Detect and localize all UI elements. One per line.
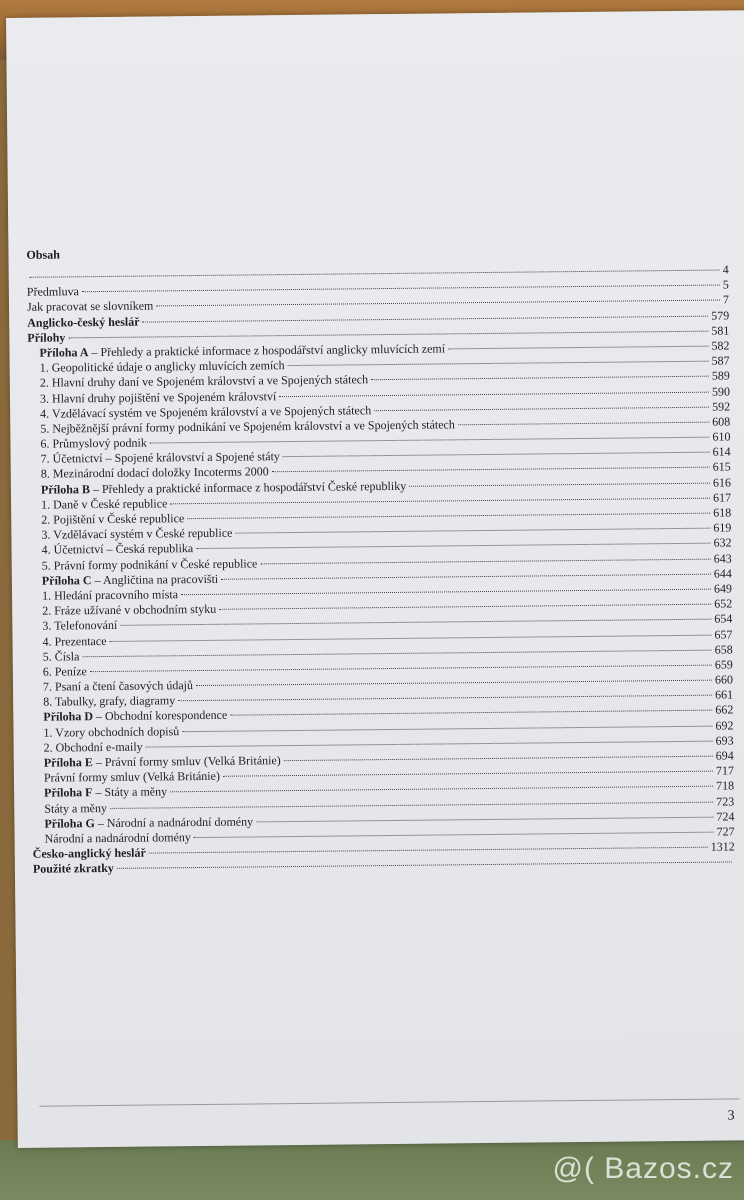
toc-row-appendix: Příloha F – Státy a měny 718 — [44, 778, 735, 801]
page-number: 3 — [727, 1108, 735, 1124]
toc-row: 2. Hlavní druhy daní ve Spojeném království a ve Spojených státech 589 — [39, 368, 730, 390]
toc-row: Česko-anglický heslář 1312 — [32, 839, 735, 861]
toc-row: 2. Fráze užívané v obchodním styku 652 — [42, 596, 733, 618]
toc-row: 4 — [27, 262, 729, 285]
toc-row-appendix: Příloha B – Přehledy a praktické informace z hospodářství České republiky 616 — [40, 475, 731, 497]
toc-row: 7. Psaní a čtení časových údajů 660 — [42, 672, 734, 694]
toc-row: 8. Tabulky, grafy, diagramy 661 — [43, 687, 734, 709]
toc-row: Předmluva 5 — [26, 277, 729, 299]
toc-row: 6. Peníze 659 — [42, 657, 733, 679]
book-page — [6, 10, 744, 1148]
toc-row: 4. Prezentace 657 — [42, 626, 733, 649]
toc-row: 5. Nejběžnější právní formy podnikání ve Spojeném království a ve Spojených státech 608 — [40, 414, 731, 436]
toc-row-appendix: Příloha G – Národní a nadnárodní domény 724 — [44, 809, 735, 831]
toc-row: 8. Mezinárodní dodací doložky Incoterms 2000 615 — [40, 459, 731, 482]
toc-row: 3. Vzdělávací systém v České republice 619 — [41, 520, 732, 542]
toc-row-appendix: Příloha E – Právní formy smluv (Velká Británie) 694 — [43, 748, 734, 770]
toc-row: 5. Právní formy podnikání v České republice 643 — [41, 550, 732, 573]
footer-rule — [39, 1098, 739, 1106]
toc-row: 5. Čísla 658 — [42, 642, 733, 664]
toc-row: 1. Daně v České republice 617 — [41, 490, 732, 512]
toc-row: Státy a měny 723 — [44, 793, 735, 816]
toc-title: Obsah — [26, 247, 60, 262]
toc-row: 7. Účetnictví – Spojené království a Spojené státy 614 — [40, 444, 731, 466]
toc-row: 2. Pojištění v České republice 618 — [41, 505, 732, 527]
table-of-contents — [27, 262, 735, 877]
toc-row: Jak pracovat se slovníkem 7 — [26, 292, 730, 315]
toc-row-appendix: Příloha A – Přehledy a praktické informace z hospodářství anglicky mluvících zemí 582 — [39, 338, 730, 360]
toc-row: 3. Telefonování 654 — [42, 611, 733, 633]
toc-row-appendix: Příloha D – Obchodní korespondence 662 — [43, 702, 734, 725]
toc-row: Použité zkratky — [33, 855, 735, 878]
toc-row: 2. Obchodní e-maily 693 — [43, 733, 734, 755]
toc-row-appendix: Příloha C – Angličtina na pracovišti 644 — [41, 566, 732, 588]
watermark: @( Bazos.cz — [552, 1152, 734, 1185]
toc-row: 1. Hledání pracovního místa 649 — [41, 581, 733, 603]
toc-row: 6. Průmyslový podnik 610 — [40, 429, 731, 451]
toc-row: 4. Vzdělávací systém ve Spojeném království a ve Spojených státech 592 — [40, 399, 731, 421]
toc-row: Přílohy 581 — [27, 323, 730, 345]
toc-row: 1. Vzory obchodních dopisů 692 — [43, 718, 734, 740]
toc-row: 1. Geopolitické údaje o anglicky mluvících zemích 587 — [39, 353, 730, 375]
toc-row: 3. Hlavní druhy pojištění ve Spojeném království 590 — [39, 383, 731, 406]
toc-row: Právní formy smluv (Velká Británie) 717 — [43, 763, 734, 785]
toc-row: 4. Účetnictví – Česká republika 632 — [41, 535, 732, 558]
toc-row: Národní a nadnárodní domény 727 — [44, 824, 735, 846]
toc-row: Anglicko-český heslář 579 — [27, 308, 730, 330]
